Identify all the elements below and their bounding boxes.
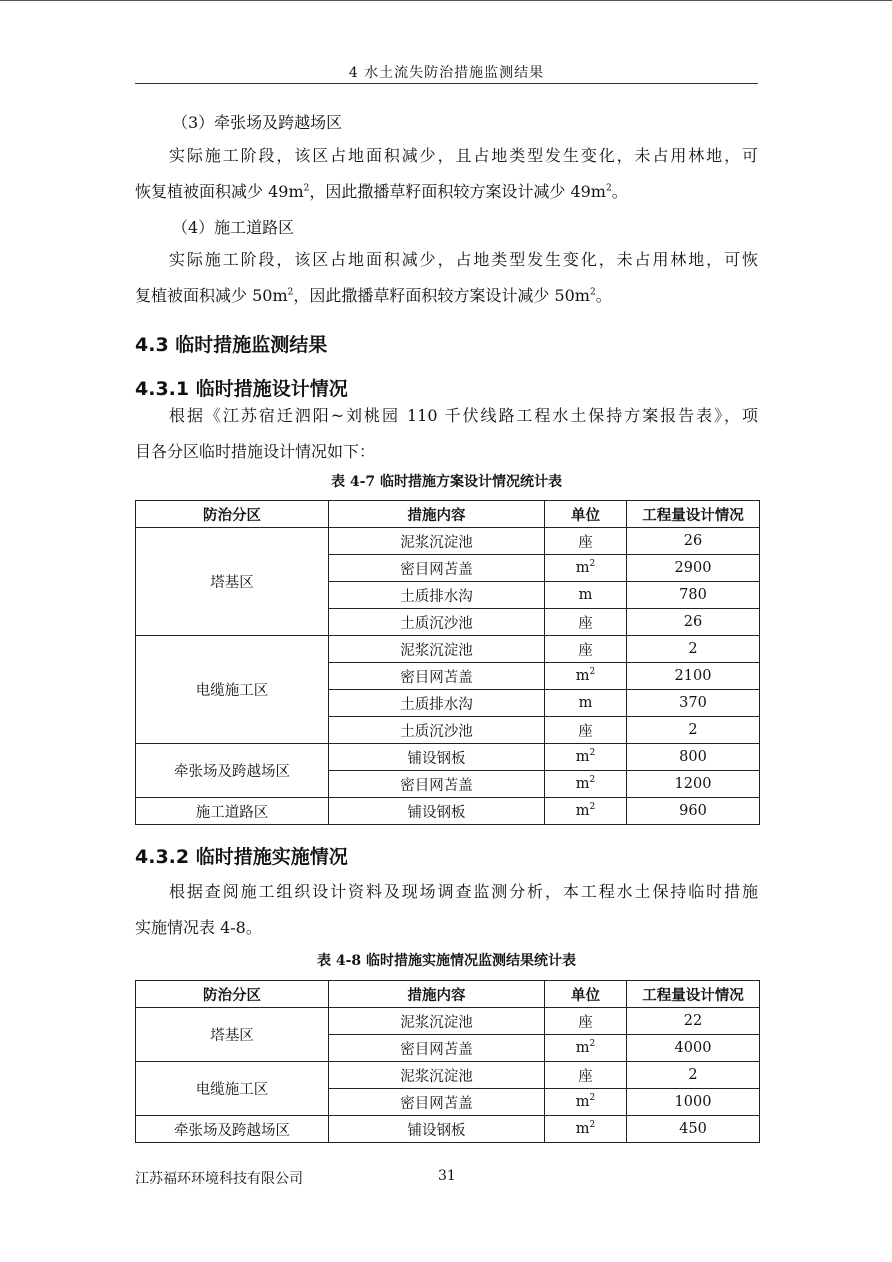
zone-cell: 塔基区	[136, 1008, 329, 1062]
paragraph-line: 实施情况表 4-8。	[135, 918, 262, 937]
value-cell: 800	[627, 744, 760, 771]
table-header-row	[136, 981, 760, 1008]
zone-cell: 施工道路区	[136, 798, 329, 825]
table-header-cell: 工程量设计情况	[627, 501, 760, 528]
item-cell: 土质排水沟	[329, 582, 545, 609]
unit-cell: $m^2$	[545, 1116, 627, 1143]
table-4-7	[135, 500, 760, 825]
item-cell: 密目网苫盖	[329, 771, 545, 798]
unit-cell: 座	[545, 636, 627, 663]
value-cell: 1000	[627, 1089, 760, 1116]
zone-cell: 电缆施工区	[136, 1062, 329, 1116]
item-cell: 铺设钢板	[329, 798, 545, 825]
table-row	[136, 528, 760, 555]
table-header-cell: 工程量设计情况	[627, 981, 760, 1008]
unit-cell: $m^2$	[545, 744, 627, 771]
item-cell: 泥浆沉淀池	[329, 528, 545, 555]
table-row	[136, 1062, 760, 1089]
value-cell: 450	[627, 1116, 760, 1143]
item-cell: 铺设钢板	[329, 744, 545, 771]
table-row	[136, 1116, 760, 1143]
item-cell: 土质沉沙池	[329, 609, 545, 636]
value-cell: 780	[627, 582, 760, 609]
value-cell: 960	[627, 798, 760, 825]
table-4-7-caption: 表 4-7 临时措施方案设计情况统计表	[330, 474, 563, 490]
item-cell: 泥浆沉淀池	[329, 1062, 545, 1089]
zone-cell: 牵张场及跨越场区	[136, 1116, 329, 1143]
top-border	[0, 0, 892, 1]
table-row	[136, 1008, 760, 1035]
value-cell: 22	[627, 1008, 760, 1035]
subsection-4-heading: （4）施工道路区	[172, 218, 295, 237]
page-number: 31	[438, 1168, 456, 1184]
header-rule	[135, 83, 758, 84]
value-cell: 2	[627, 717, 760, 744]
unit-cell: $m^2$	[545, 555, 627, 582]
unit-cell: $m^2$	[545, 1035, 627, 1062]
unit-cell: 座	[545, 1062, 627, 1089]
unit-cell: $m^2$	[545, 663, 627, 690]
page-header: 4 水土流失防治措施监测结果	[348, 65, 545, 81]
item-cell: 土质沉沙池	[329, 717, 545, 744]
table-header-cell: 防治分区	[136, 501, 329, 528]
paragraph-line: 实际施工阶段，该区占地面积减少，且占地类型发生变化，未占用林地，可	[169, 146, 758, 165]
unit-cell: m	[545, 582, 627, 609]
item-cell: 密目网苫盖	[329, 1089, 545, 1116]
table-row	[136, 636, 760, 663]
unit-cell: $m^2$	[545, 798, 627, 825]
table-header-row	[136, 501, 760, 528]
subsection-3-heading: （3）牵张场及跨越场区	[172, 113, 343, 132]
paragraph-4-3-2	[135, 874, 758, 946]
table-header-cell: 单位	[545, 981, 627, 1008]
paragraph-line: 根据查阅施工组织设计资料及现场调查监测分析，本工程水土保持临时措施	[169, 882, 758, 901]
value-cell: 2100	[627, 663, 760, 690]
subsection-3-paragraph	[135, 138, 758, 210]
zone-cell: 塔基区	[136, 528, 329, 636]
unit-cell: $m^2$	[545, 1089, 627, 1116]
unit-cell: 座	[545, 528, 627, 555]
item-cell: 泥浆沉淀池	[329, 1008, 545, 1035]
unit-cell: m	[545, 690, 627, 717]
unit-cell: 座	[545, 609, 627, 636]
zone-cell: 牵张场及跨越场区	[136, 744, 329, 798]
paragraph-4-3-1	[135, 398, 758, 470]
value-cell: 1200	[627, 771, 760, 798]
value-cell: 2900	[627, 555, 760, 582]
table-header-cell: 措施内容	[329, 501, 545, 528]
section-heading-4-3-1: 4.3.1 临时措施设计情况	[135, 378, 348, 400]
footer-company: 江苏福环环境科技有限公司	[135, 1171, 303, 1187]
section-heading-4-3-2: 4.3.2 临时措施实施情况	[135, 846, 348, 868]
unit-cell: $m^2$	[545, 771, 627, 798]
value-cell: 370	[627, 690, 760, 717]
table-4-8	[135, 980, 760, 1143]
value-cell: 26	[627, 609, 760, 636]
paragraph-line: 实际施工阶段，该区占地面积减少，占地类型发生变化，未占用林地，可恢	[169, 250, 758, 269]
value-cell: 2	[627, 1062, 760, 1089]
item-cell: 土质排水沟	[329, 690, 545, 717]
value-cell: 4000	[627, 1035, 760, 1062]
item-cell: 泥浆沉淀池	[329, 636, 545, 663]
item-cell: 密目网苫盖	[329, 1035, 545, 1062]
table-4-8-caption: 表 4-8 临时措施实施情况监测结果统计表	[316, 953, 577, 969]
zone-cell: 电缆施工区	[136, 636, 329, 744]
paragraph-line: 复植被面积减少 $50m^2$，因此撒播草籽面积较方案设计减少 $50m^2$。	[135, 286, 612, 305]
unit-cell: 座	[545, 1008, 627, 1035]
table-row	[136, 798, 760, 825]
table-row	[136, 744, 760, 771]
subsection-4-paragraph	[135, 242, 758, 314]
value-cell: 2	[627, 636, 760, 663]
table-header-cell: 单位	[545, 501, 627, 528]
unit-cell: 座	[545, 717, 627, 744]
value-cell: 26	[627, 528, 760, 555]
section-heading-4-3: 4.3 临时措施监测结果	[135, 334, 328, 356]
item-cell: 密目网苫盖	[329, 555, 545, 582]
table-header-cell: 防治分区	[136, 981, 329, 1008]
item-cell: 铺设钢板	[329, 1116, 545, 1143]
item-cell: 密目网苫盖	[329, 663, 545, 690]
paragraph-line: 恢复植被面积减少 $49m^2$，因此撒播草籽面积较方案设计减少 $49m^2$。	[135, 182, 628, 201]
table-header-cell: 措施内容	[329, 981, 545, 1008]
paragraph-line: 目各分区临时措施设计情况如下：	[135, 442, 376, 461]
paragraph-line: 根据《江苏宿迁泗阳~刘桃园 110 千伏线路工程水土保持方案报告表》，项	[169, 406, 758, 425]
